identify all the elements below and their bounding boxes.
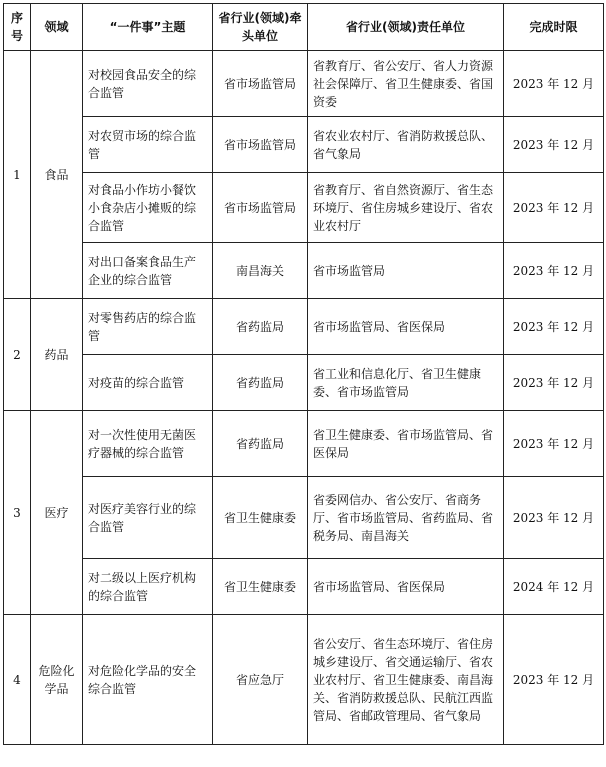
row-topic: 对农贸市场的综合监管 (83, 117, 213, 173)
row-seq: 1 (4, 51, 31, 299)
row-topic: 对一次性使用无菌医疗器械的综合监管 (83, 411, 213, 477)
header-lead-unit: 省行业(领域)牵头单位 (213, 4, 308, 51)
row-deadline: 2023 年 12 月 (504, 615, 604, 745)
row-responsible-units: 省农业农村厅、省消防救援总队、省气象局 (308, 117, 504, 173)
row-lead-unit: 省药监局 (213, 355, 308, 411)
row-domain: 危险化学品 (31, 615, 83, 745)
row-seq: 2 (4, 299, 31, 411)
row-lead-unit: 省市场监管局 (213, 117, 308, 173)
header-responsible-units: 省行业(领域)责任单位 (308, 4, 504, 51)
row-topic: 对疫苗的综合监管 (83, 355, 213, 411)
row-domain: 药品 (31, 299, 83, 411)
row-lead-unit: 省市场监管局 (213, 51, 308, 117)
row-deadline: 2023 年 12 月 (504, 173, 604, 243)
row-responsible-units: 省公安厅、省生态环境厅、省住房城乡建设厅、省交通运输厅、省农业农村厅、省卫生健康委、南昌海关、省消防救援总队、民航江西监管局、省邮政管理局、省气象局 (308, 615, 504, 745)
row-lead-unit: 省卫生健康委 (213, 559, 308, 615)
table-row (4, 173, 604, 243)
row-topic: 对零售药店的综合监管 (83, 299, 213, 355)
row-deadline: 2024 年 12 月 (504, 559, 604, 615)
row-deadline: 2023 年 12 月 (504, 299, 604, 355)
table-row (4, 243, 604, 299)
row-lead-unit: 省市场监管局 (213, 173, 308, 243)
row-responsible-units: 省工业和信息化厅、省卫生健康委、省市场监管局 (308, 355, 504, 411)
header-domain: 领域 (31, 4, 83, 51)
row-lead-unit: 省卫生健康委 (213, 477, 308, 559)
row-responsible-units: 省教育厅、省自然资源厅、省生态环境厅、省住房城乡建设厅、省农业农村厅 (308, 173, 504, 243)
row-deadline: 2023 年 12 月 (504, 477, 604, 559)
row-lead-unit: 南昌海关 (213, 243, 308, 299)
row-topic: 对食品小作坊小餐饮小食杂店小摊贩的综合监管 (83, 173, 213, 243)
table-row (4, 355, 604, 411)
header-seq: 序号 (4, 4, 31, 51)
table-row (4, 411, 604, 477)
table-row (4, 51, 604, 117)
table-row (4, 299, 604, 355)
header-deadline: 完成时限 (504, 4, 604, 51)
row-lead-unit: 省药监局 (213, 299, 308, 355)
row-topic: 对校园食品安全的综合监管 (83, 51, 213, 117)
row-responsible-units: 省教育厅、省公安厅、省人力资源社会保障厅、省卫生健康委、省国资委 (308, 51, 504, 117)
row-deadline: 2023 年 12 月 (504, 243, 604, 299)
row-deadline: 2023 年 12 月 (504, 117, 604, 173)
header-topic: “一件事”主题 (83, 4, 213, 51)
table-row (4, 559, 604, 615)
row-responsible-units: 省市场监管局、省医保局 (308, 299, 504, 355)
table-row (4, 117, 604, 173)
row-responsible-units: 省市场监管局 (308, 243, 504, 299)
header-row (4, 4, 604, 51)
row-deadline: 2023 年 12 月 (504, 51, 604, 117)
row-responsible-units: 省市场监管局、省医保局 (308, 559, 504, 615)
table-row (4, 477, 604, 559)
row-topic: 对出口备案食品生产企业的综合监管 (83, 243, 213, 299)
row-seq: 4 (4, 615, 31, 745)
supervision-table (3, 3, 604, 745)
row-topic: 对医疗美容行业的综合监管 (83, 477, 213, 559)
table-row (4, 615, 604, 745)
row-domain: 医疗 (31, 411, 83, 615)
row-responsible-units: 省卫生健康委、省市场监管局、省医保局 (308, 411, 504, 477)
row-responsible-units: 省委网信办、省公安厅、省商务厅、省市场监管局、省药监局、省税务局、南昌海关 (308, 477, 504, 559)
row-deadline: 2023 年 12 月 (504, 355, 604, 411)
row-domain: 食品 (31, 51, 83, 299)
row-seq: 3 (4, 411, 31, 615)
row-deadline: 2023 年 12 月 (504, 411, 604, 477)
row-topic: 对二级以上医疗机构的综合监管 (83, 559, 213, 615)
row-topic: 对危险化学品的安全综合监管 (83, 615, 213, 745)
row-lead-unit: 省应急厅 (213, 615, 308, 745)
row-lead-unit: 省药监局 (213, 411, 308, 477)
